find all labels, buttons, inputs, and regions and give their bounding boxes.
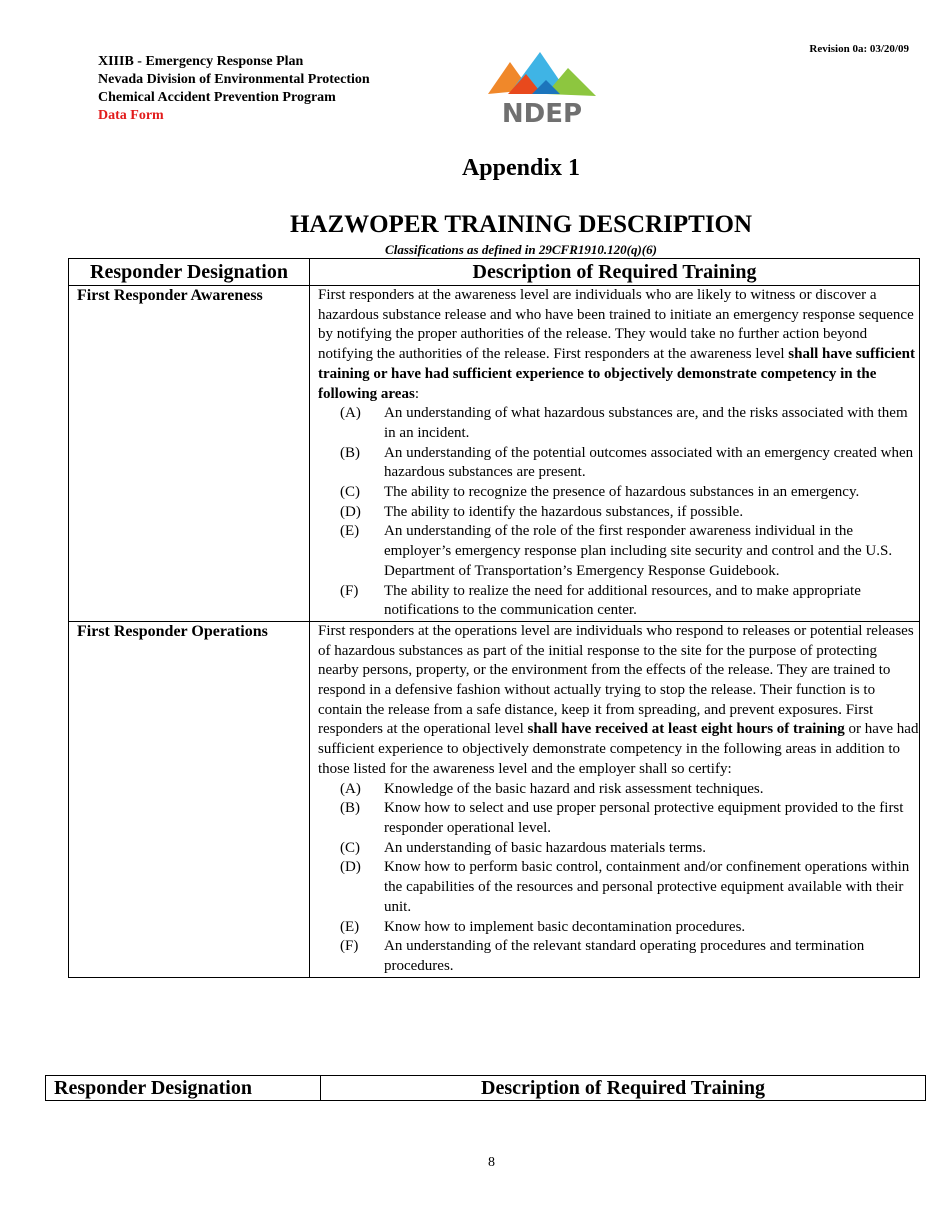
item-label: (D) bbox=[340, 503, 361, 520]
item-text: The ability to identify the hazardous substances, if possible. bbox=[384, 503, 744, 520]
header-form-label: Data Form bbox=[98, 108, 164, 123]
intro-text: First responders at the awareness level are individuals who are likely to witness or discover a hazardous substance release and who have been trained to initiate an emergency response sequence by notifying the proper authorities of the release. They would take no further action beyond notifying the authorities of the release. First responders at the awareness level bbox=[318, 287, 914, 363]
list-item bbox=[340, 839, 919, 859]
table-header-row bbox=[46, 1076, 926, 1101]
description-cell bbox=[310, 621, 920, 977]
item-label: (A) bbox=[340, 405, 361, 422]
header-line-program: Chemical Accident Prevention Program bbox=[98, 90, 336, 105]
revision-label: Revision 0a: 03/20/09 bbox=[809, 43, 909, 55]
item-text: Know how to perform basic control, containment and/or confinement operations within the capabilities of the resources and personal protective equipment available with their unit. bbox=[384, 859, 910, 915]
col-header-description: Description of Required Training bbox=[310, 259, 920, 286]
item-text: An understanding of what hazardous substances are, and the risks associated with them in an incident. bbox=[384, 405, 908, 441]
description-cell bbox=[310, 286, 920, 622]
item-label: (F) bbox=[340, 938, 359, 955]
table-row bbox=[69, 621, 920, 977]
description-intro bbox=[318, 286, 919, 404]
item-text: An understanding of the relevant standard operating procedures and termination procedures. bbox=[384, 938, 865, 974]
item-label: (E) bbox=[340, 918, 360, 935]
list-item bbox=[340, 780, 919, 800]
header-block bbox=[98, 53, 370, 125]
document-title: HAZWOPER TRAINING DESCRIPTION bbox=[289, 211, 753, 238]
table-header-row bbox=[69, 259, 920, 286]
item-text: Know how to implement basic decontamination procedures. bbox=[384, 918, 746, 935]
item-label: (B) bbox=[340, 444, 360, 461]
list-item bbox=[340, 937, 919, 976]
item-label: (D) bbox=[340, 859, 361, 876]
mountains-icon bbox=[486, 50, 598, 126]
item-text: An understanding of basic hazardous materials terms. bbox=[384, 839, 706, 856]
item-text: The ability to realize the need for additional resources, and to make appropriate notifications to the communication center. bbox=[384, 582, 861, 619]
intro-bold-text: shall have received at least eight hours of training bbox=[527, 721, 845, 738]
document-subtitle: Classifications as defined in 29CFR1910.120(q)(6) bbox=[385, 242, 657, 257]
item-label: (A) bbox=[340, 780, 361, 797]
header-line-division: Nevada Division of Environmental Protection bbox=[98, 72, 370, 87]
item-label: (C) bbox=[340, 839, 360, 856]
list-item bbox=[340, 483, 919, 503]
continuation-table bbox=[45, 1075, 926, 1101]
ndep-logo bbox=[486, 50, 598, 126]
intro-bold-text: shall have sufficient training or have had sufficient experience to objectively demonstrate competency in the following areas bbox=[318, 346, 915, 402]
designation-cell: First Responder Awareness bbox=[69, 286, 310, 622]
description-intro bbox=[318, 622, 919, 780]
intro-end-text: or have had sufficient experience to objectively demonstrate competency in the following areas in addition to those listed for the awareness level and the employer shall so certify: bbox=[318, 721, 919, 777]
list-item bbox=[340, 444, 919, 483]
intro-end-text: : bbox=[414, 385, 419, 402]
col-header-designation: Responder Designation bbox=[46, 1076, 321, 1101]
list-item bbox=[340, 582, 919, 621]
designation-cell: First Responder Operations bbox=[69, 621, 310, 977]
header-line-plan: XIIIB - Emergency Response Plan bbox=[98, 54, 304, 69]
item-text: An understanding of the role of the first responder awareness individual in the employer’s emergency response plan including site security and control and the U.S. Department of Transportation’s Emergency Response Guidebook. bbox=[384, 523, 893, 579]
item-label: (F) bbox=[340, 582, 359, 599]
list-item bbox=[340, 858, 919, 917]
item-text: Know how to select and use proper personal protective equipment provided to the first responder operational level. bbox=[384, 800, 904, 836]
training-table bbox=[68, 258, 920, 978]
list-item bbox=[340, 404, 919, 443]
list-item bbox=[340, 918, 919, 938]
logo-text: NDEP bbox=[501, 99, 583, 126]
competency-list bbox=[318, 780, 919, 977]
item-text: An understanding of the potential outcomes associated with an emergency created when hazardous substances are present. bbox=[384, 444, 914, 481]
item-label: (B) bbox=[340, 800, 360, 817]
list-item bbox=[340, 799, 919, 838]
item-label: (E) bbox=[340, 523, 360, 540]
list-item bbox=[340, 503, 919, 523]
competency-list bbox=[318, 404, 919, 621]
list-item bbox=[340, 522, 919, 581]
col-header-description: Description of Required Training bbox=[321, 1076, 926, 1101]
appendix-heading: Appendix 1 bbox=[461, 155, 581, 181]
page-number: 8 bbox=[488, 1155, 495, 1170]
item-label: (C) bbox=[340, 484, 360, 501]
intro-text: First responders at the operations level are individuals who respond to releases or potential releases of hazardous substances as part of the initial response to the site for the purpose of protecting nearby persons, property, or the environment from the effects of the release. They are trained to respond in a defensive fashion without actually trying to stop the release. Their function is to contain the release from a safe distance, keep it from spreading, and prevent exposures. First responders at the operational level bbox=[318, 622, 914, 738]
item-text: Knowledge of the basic hazard and risk assessment techniques. bbox=[384, 780, 764, 797]
table-row bbox=[69, 286, 920, 622]
item-text: The ability to recognize the presence of hazardous substances in an emergency. bbox=[384, 484, 860, 501]
col-header-designation: Responder Designation bbox=[69, 259, 310, 286]
